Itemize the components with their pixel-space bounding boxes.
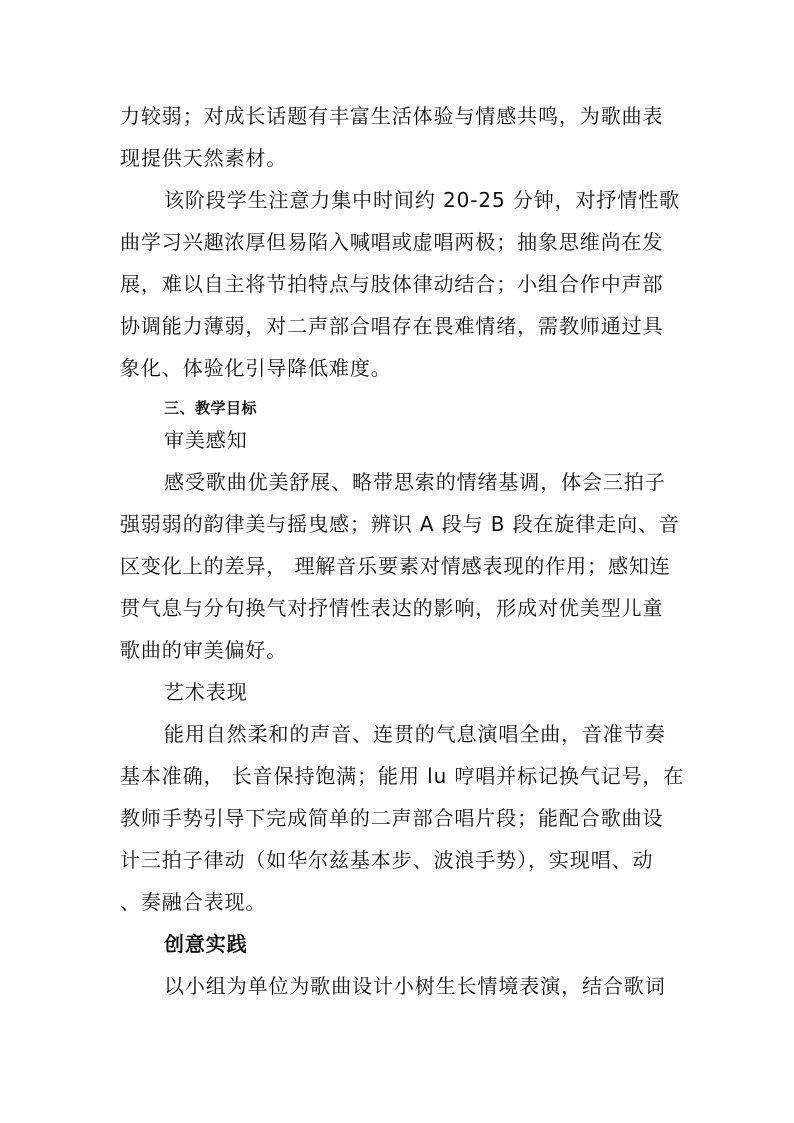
body-text-line: 教师手势引导下完成简单的二声部合唱片段；能配合歌曲设 [120, 806, 664, 830]
body-text-line: 基本准确， 长音保持饱满；能用 lu 哼唱并标记换气记号，在 [120, 764, 685, 788]
body-text-line: 象化、体验化引导降低难度。 [120, 356, 392, 380]
paragraph-first-line: 以小组为单位为歌曲设计小树生长情境表演，结合歌词 [164, 974, 666, 998]
body-text-line: 展，难以自主将节拍特点与肢体律动结合；小组合作中声部 [120, 272, 664, 296]
body-text-line: 力较弱；对成长话题有丰富生活体验与情感共鸣，为歌曲表 [120, 104, 664, 128]
body-text-line: 现提供天然素材。 [120, 146, 288, 170]
body-text-line: 强弱弱的韵律美与摇曳感；辨识 A 段与 B 段在旋律走向、音 [120, 512, 680, 536]
paragraph-first-line: 该阶段学生注意力集中时间约 20-25 分钟，对抒情性歌 [164, 188, 681, 212]
subheading: 创意实践 [164, 932, 248, 956]
body-text-line: 歌曲的审美偏好。 [120, 638, 288, 662]
paragraph-first-line: 能用自然柔和的声音、连贯的气息演唱全曲，音准节奏 [164, 722, 666, 746]
body-text-line: 贯气息与分句换气对抒情性表达的影响，形成对优美型儿童 [120, 596, 664, 620]
body-text-line: 计三拍子律动（如华尔兹基本步、波浪手势），实现唱、动 [120, 848, 654, 872]
body-text-line: 协调能力薄弱，对二声部合唱存在畏难情绪，需教师通过具 [120, 314, 664, 338]
paragraph-first-line: 感受歌曲优美舒展、略带思索的情绪基调，体会三拍子 [164, 470, 666, 494]
subheading: 艺术表现 [164, 680, 248, 704]
body-text-line: 、奏融合表现。 [120, 890, 267, 914]
body-text-line: 曲学习兴趣浓厚但易陷入喊唱或虚唱两极；抽象思维尚在发 [120, 230, 664, 254]
subheading: 审美感知 [164, 428, 248, 452]
body-text-line: 区变化上的差异， 理解音乐要素对情感表现的作用；感知连 [120, 554, 671, 578]
section-heading: 三、教学目标 [164, 399, 258, 417]
